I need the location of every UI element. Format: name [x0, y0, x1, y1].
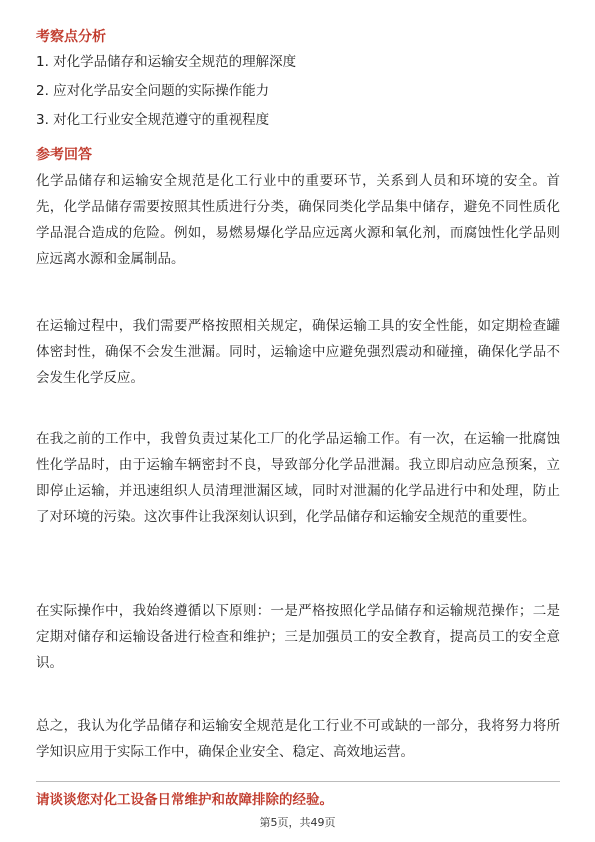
analysis-item-1: 1. 对化学品储存和运输安全规范的理解深度	[36, 54, 297, 70]
next-question: 请谈谈您对化工设备日常维护和故障排除的经验。	[36, 792, 333, 808]
answer-paragraph-5: 总之，我认为化学品储存和运输安全规范是化工行业不可或缺的一部分，我将努力将所学知识应用于实际工作中，确保企业安全、稳定、高效地运营。	[36, 718, 560, 760]
answer-paragraph-1: 化学品储存和运输安全规范是化工行业中的重要环节，关系到人员和环境的安全。首先，化学品储存需要按照其性质进行分类，确保同类化学品集中储存，避免不同性质化学品混合造成的危险。例如，易燃易爆化学品应远离火源和氧化剂，而腐蚀性化学品则应远离水源和金属制品。	[36, 173, 560, 267]
answer-paragraph-4: 在实际操作中，我始终遵循以下原则：一是严格按照化学品储存和运输规范操作；二是定期对储存和运输设备进行检查和维护；三是加强员工的安全教育，提高员工的安全意识。	[36, 603, 560, 671]
answer-heading: 参考回答	[36, 147, 92, 163]
analysis-heading: 考察点分析	[36, 29, 106, 45]
analysis-item-3: 3. 对化工行业安全规范遵守的重视程度	[36, 112, 270, 128]
answer-paragraph-3: 在我之前的工作中，我曾负责过某化工厂的化学品运输工作。有一次，在运输一批腐蚀性化学品时，由于运输车辆密封不良，导致部分化学品泄漏。我立即启动应急预案，立即停止运输，并迅速组织人员清理泄漏区域，同时对泄漏的化学品进行中和处理，防止了对环境的污染。这次事件让我深刻认识到，化学品储存和运输安全规范的重要性。	[36, 431, 560, 525]
page-number: 第5页，共49页	[259, 816, 336, 829]
answer-paragraph-2: 在运输过程中，我们需要严格按照相关规定，确保运输工具的安全性能，如定期检查罐体密封性，确保不会发生泄漏。同时，运输途中应避免强烈震动和碰撞，确保化学品不会发生化学反应。	[36, 318, 560, 386]
analysis-item-2: 2. 应对化学品安全问题的实际操作能力	[36, 83, 270, 99]
section-divider	[36, 781, 560, 782]
